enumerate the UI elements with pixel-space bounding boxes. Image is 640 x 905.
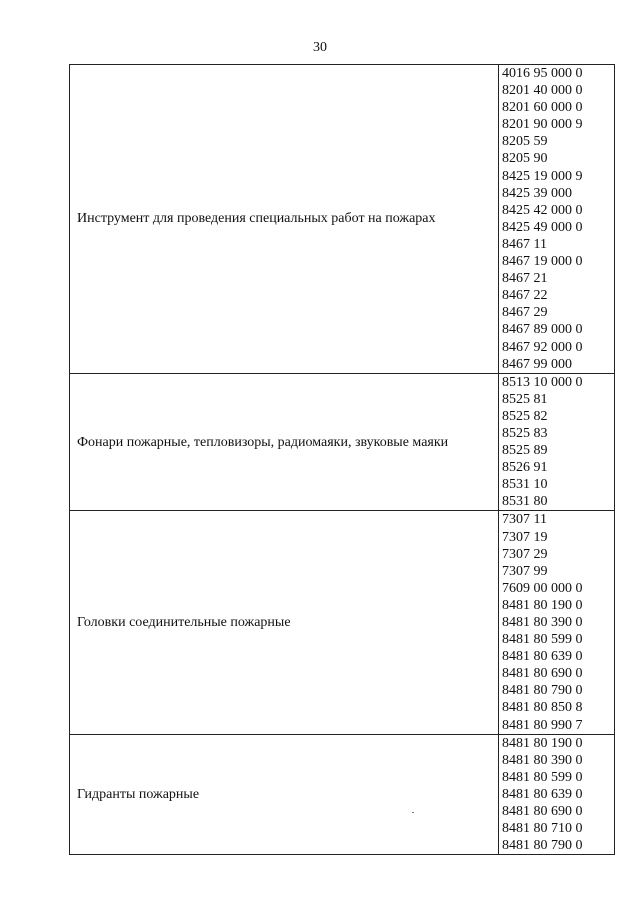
tnved-code: 8205 59 (502, 134, 548, 150)
tnved-code: 7307 11 (502, 512, 547, 528)
tnved-code: 8525 82 (502, 408, 548, 424)
product-name-cell: Инструмент для проведения специальных работ на пожарах (70, 65, 499, 374)
tnved-code: 8201 90 000 9 (502, 117, 583, 133)
tnved-code: 8481 80 850 8 (502, 700, 583, 716)
tnved-code: 8425 39 000 (502, 185, 572, 201)
tnved-code: 8467 21 (502, 271, 548, 287)
table-row (70, 734, 615, 855)
tnved-code: 8481 80 790 0 (502, 683, 583, 699)
tnved-code: 8481 80 190 0 (502, 735, 583, 751)
product-name-cell: Фонари пожарные, тепловизоры, радиомаяки, звуковые маяки (70, 373, 499, 511)
tnved-code: 8481 80 390 0 (502, 615, 583, 630)
tnved-code: 8525 83 (502, 425, 548, 441)
tnved-code: 8481 80 990 7 (502, 717, 583, 733)
tnved-code: 7307 99 (502, 563, 548, 579)
tnved-code: 8201 60 000 0 (502, 100, 583, 116)
tnved-code: 8425 42 000 0 (502, 202, 583, 218)
tnved-code: 8467 29 (502, 305, 548, 321)
table-row (70, 65, 615, 374)
tnved-code: 8513 10 000 0 (502, 374, 583, 390)
tnved-code: 8481 80 639 0 (502, 649, 583, 665)
tnved-code: 8525 81 (502, 391, 548, 407)
scan-speck (412, 812, 414, 813)
tnved-code: 8481 80 690 0 (502, 804, 583, 820)
tnved-code: 8467 92 000 0 (502, 339, 583, 355)
tnved-code: 8201 40 000 0 (502, 83, 583, 99)
tnved-codes-cell (499, 734, 615, 855)
table-row (70, 511, 615, 734)
tnved-code: 8481 80 790 0 (502, 838, 583, 854)
tnved-codes-cell (499, 373, 615, 511)
tnved-code: 8425 19 000 9 (502, 168, 583, 184)
product-name-cell: Головки соединительные пожарные (70, 511, 499, 734)
tnved-code: 8525 89 (502, 443, 548, 459)
tnved-codes-cell (499, 65, 615, 374)
tnved-code: 8481 80 639 0 (502, 786, 583, 802)
tnved-code: 8531 10 (502, 477, 548, 493)
tnved-code: 7307 19 (502, 529, 548, 545)
table-row (70, 373, 615, 511)
tnved-code: 4016 95 000 0 (502, 66, 583, 81)
tnved-code: 8481 80 599 0 (502, 632, 583, 648)
tnved-code: 8467 89 000 0 (502, 322, 583, 338)
page-number: 30 (313, 40, 327, 55)
tnved-code: 8481 80 190 0 (502, 597, 583, 613)
goods-table (69, 64, 615, 855)
goods-table-body (70, 65, 615, 855)
tnved-code: 8531 80 (502, 494, 548, 510)
tnved-code: 7307 29 (502, 546, 548, 562)
tnved-code: 8481 80 599 0 (502, 769, 583, 785)
tnved-code: 8205 90 (502, 151, 548, 167)
tnved-code: 8481 80 690 0 (502, 666, 583, 682)
tnved-code: 8467 11 (502, 236, 547, 252)
tnved-codes-cell (499, 511, 615, 734)
tnved-code: 8467 22 (502, 288, 548, 304)
tnved-code: 8467 19 000 0 (502, 254, 583, 270)
tnved-code: 8467 99 000 (502, 356, 572, 372)
tnved-code: 8526 91 (502, 460, 548, 476)
tnved-code: 7609 00 000 0 (502, 580, 583, 596)
tnved-code: 8481 80 390 0 (502, 752, 583, 768)
product-name-cell: Гидранты пожарные (70, 734, 499, 855)
tnved-code: 8481 80 710 0 (502, 821, 583, 837)
tnved-code: 8425 49 000 0 (502, 219, 583, 235)
